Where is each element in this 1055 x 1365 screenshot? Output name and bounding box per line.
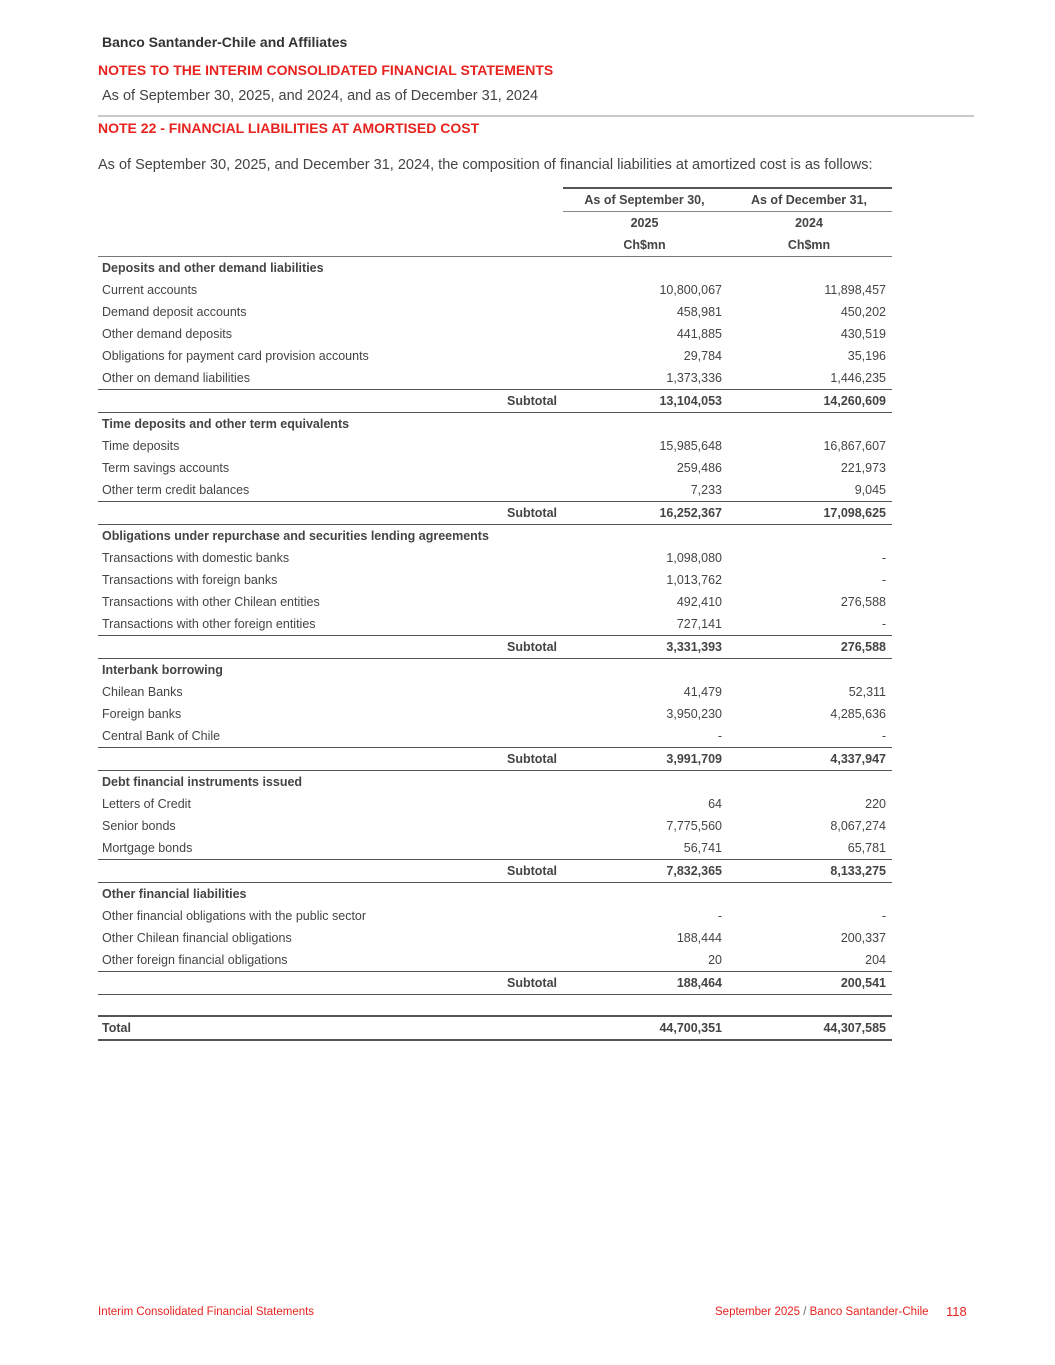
table-row [98, 323, 892, 345]
subtotal-row [98, 860, 892, 883]
section-title: Debt financial instruments issued [102, 775, 303, 789]
row-label: Mortgage bonds [102, 841, 193, 855]
value-2025: - [717, 729, 722, 743]
subtotal-2025: 16,252,367 [563, 502, 728, 525]
row-label: Senior bonds [102, 819, 176, 833]
value-2024: 450,202 [840, 305, 886, 319]
subtotal-row [98, 390, 892, 413]
value-2024: 204 [865, 953, 886, 967]
value-2024: 65,781 [847, 841, 886, 855]
table-row [98, 435, 892, 457]
section-title: Deposits and other demand liabilities [102, 261, 324, 275]
value-2025: 10,800,067 [659, 283, 722, 297]
table-row [98, 793, 892, 815]
subtotal-row [98, 502, 892, 525]
section-header-row [98, 771, 892, 794]
row-label: Transactions with domestic banks [102, 551, 290, 565]
section-title: Other financial liabilities [102, 887, 247, 901]
subtotal-2024: 14,260,609 [728, 390, 892, 413]
subtotal-2025: 13,104,053 [563, 390, 728, 413]
row-label: Transactions with other foreign entities [102, 617, 316, 631]
section-header-row [98, 659, 892, 682]
spacer-row [98, 995, 892, 1017]
row-label: Demand deposit accounts [102, 305, 247, 319]
value-2025: 64 [708, 797, 722, 811]
row-label: Other financial obligations with the public sector [102, 909, 367, 923]
header-row-period [98, 188, 892, 212]
value-2024: 430,519 [840, 327, 886, 341]
col-period-2025: As of September 30, [563, 188, 728, 212]
value-2025: 1,098,080 [666, 551, 722, 565]
subtotal-2024: 17,098,625 [728, 502, 892, 525]
value-2024: 1,446,235 [830, 371, 886, 385]
subtotal-2024: 8,133,275 [728, 860, 892, 883]
section-title: Obligations under repurchase and securities lending agreements [102, 529, 489, 543]
row-label: Letters of Credit [102, 797, 191, 811]
row-label: Central Bank of Chile [102, 729, 221, 743]
value-2024: 8,067,274 [830, 819, 886, 833]
subtotal-label: Subtotal [98, 502, 563, 525]
as-of-dates: As of September 30, 2025, and 2024, and as of December 31, 2024 [102, 88, 539, 104]
header-divider [98, 115, 974, 117]
section-header-row [98, 525, 892, 548]
table-row [98, 927, 892, 949]
subtotal-row [98, 636, 892, 659]
value-2025: - [717, 909, 722, 923]
section-header-row [98, 413, 892, 436]
row-label: Other demand deposits [102, 327, 232, 341]
subtotal-2024: 4,337,947 [728, 748, 892, 771]
col-year-2025: 2025 [630, 216, 659, 230]
value-2025: 3,950,230 [666, 707, 722, 721]
section-header-row [98, 257, 892, 280]
value-2025: 15,985,648 [659, 439, 722, 453]
col-unit-2024: Ch$mn [728, 234, 892, 257]
subtotal-row [98, 972, 892, 995]
table-row [98, 345, 892, 367]
value-2025: 41,479 [683, 685, 722, 699]
row-label: Other foreign financial obligations [102, 953, 288, 967]
note-title: NOTE 22 - FINANCIAL LIABILITIES AT AMORTISED COST [98, 120, 480, 136]
value-2024: 35,196 [847, 349, 886, 363]
table-row [98, 547, 892, 569]
value-2024: - [881, 729, 886, 743]
row-label: Current accounts [102, 283, 198, 297]
table-row [98, 681, 892, 703]
intro-paragraph: As of September 30, 2025, and December 31, 2024, the composition of financial liabilities at amortized cost is as follows: [98, 157, 873, 173]
table-row [98, 613, 892, 636]
subtotal-2024: 200,541 [728, 972, 892, 995]
footer-document-title: Interim Consolidated Financial Statements [98, 1306, 315, 1318]
table-row [98, 703, 892, 725]
value-2024: 220 [865, 797, 886, 811]
footer-company: Banco Santander-Chile [809, 1306, 929, 1318]
total-label: Total [98, 1016, 563, 1040]
subtotal-label: Subtotal [98, 972, 563, 995]
value-2025: 259,486 [676, 461, 722, 475]
subtotal-2025: 7,832,365 [563, 860, 728, 883]
value-2025: 7,775,560 [666, 819, 722, 833]
row-label: Transactions with other Chilean entities [102, 595, 320, 609]
financial-liabilities-table [98, 187, 892, 1041]
row-label: Other on demand liabilities [102, 371, 250, 385]
value-2024: - [881, 551, 886, 565]
subtotal-row [98, 748, 892, 771]
header-row-year [98, 212, 892, 235]
value-2025: 20 [708, 953, 722, 967]
footer-period-company [715, 1306, 929, 1318]
table-row [98, 949, 892, 972]
value-2025: 1,373,336 [666, 371, 722, 385]
total-2024: 44,307,585 [728, 1016, 892, 1040]
value-2025: 458,981 [676, 305, 722, 319]
page-number: 118 [946, 1304, 967, 1319]
subtotal-2025: 3,331,393 [563, 636, 728, 659]
table-row [98, 569, 892, 591]
value-2024: 16,867,607 [823, 439, 886, 453]
company-name: Banco Santander-Chile and Affiliates [102, 34, 348, 50]
value-2025: 29,784 [683, 349, 722, 363]
subtotal-label: Subtotal [98, 636, 563, 659]
section-title: Interbank borrowing [102, 663, 223, 677]
row-label: Chilean Banks [102, 685, 183, 699]
value-2024: 4,285,636 [830, 707, 886, 721]
subtotal-label: Subtotal [98, 748, 563, 771]
total-row [98, 1016, 892, 1040]
table-row [98, 301, 892, 323]
value-2024: - [881, 573, 886, 587]
footer-separator: / [800, 1306, 810, 1318]
value-2025: 7,233 [690, 483, 722, 497]
value-2024: 221,973 [840, 461, 886, 475]
value-2025: 1,013,762 [666, 573, 722, 587]
value-2024: 276,588 [840, 595, 886, 609]
table-row [98, 457, 892, 479]
table-row [98, 837, 892, 860]
table-row [98, 815, 892, 837]
row-label: Other term credit balances [102, 483, 250, 497]
table-body [98, 257, 892, 1041]
row-label: Time deposits [102, 439, 180, 453]
row-label: Obligations for payment card provision accounts [102, 349, 369, 363]
table-row [98, 725, 892, 748]
section-header-row [98, 883, 892, 906]
row-label: Other Chilean financial obligations [102, 931, 292, 945]
value-2025: 441,885 [676, 327, 722, 341]
row-label: Foreign banks [102, 707, 182, 721]
subtotal-2024: 276,588 [728, 636, 892, 659]
subtotal-label: Subtotal [98, 390, 563, 413]
table-row [98, 591, 892, 613]
col-year-2024: 2024 [795, 216, 823, 230]
value-2025: 188,444 [676, 931, 722, 945]
col-unit-2025: Ch$mn [563, 234, 728, 257]
value-2025: 492,410 [676, 595, 722, 609]
subtotal-label: Subtotal [98, 860, 563, 883]
table-row [98, 279, 892, 301]
value-2025: 727,141 [676, 617, 722, 631]
table-row [98, 479, 892, 502]
table-row [98, 367, 892, 390]
value-2024: 11,898,457 [824, 283, 886, 297]
col-period-2024: As of December 31, [728, 188, 892, 212]
value-2024: 52,311 [848, 685, 886, 699]
value-2024: - [881, 909, 886, 923]
subtotal-2025: 188,464 [563, 972, 728, 995]
value-2024: 200,337 [840, 931, 886, 945]
row-label: Transactions with foreign banks [102, 573, 278, 587]
row-label: Term savings accounts [102, 461, 230, 475]
table-row [98, 905, 892, 927]
subtotal-2025: 3,991,709 [563, 748, 728, 771]
value-2025: 56,741 [683, 841, 722, 855]
header-row-unit [98, 234, 892, 257]
total-2025: 44,700,351 [563, 1016, 728, 1040]
footer-period: September 2025 [715, 1306, 801, 1318]
notes-title: NOTES TO THE INTERIM CONSOLIDATED FINANCIAL STATEMENTS [98, 62, 554, 78]
section-title: Time deposits and other term equivalents [102, 417, 350, 431]
value-2024: - [881, 617, 886, 631]
value-2024: 9,045 [854, 483, 886, 497]
